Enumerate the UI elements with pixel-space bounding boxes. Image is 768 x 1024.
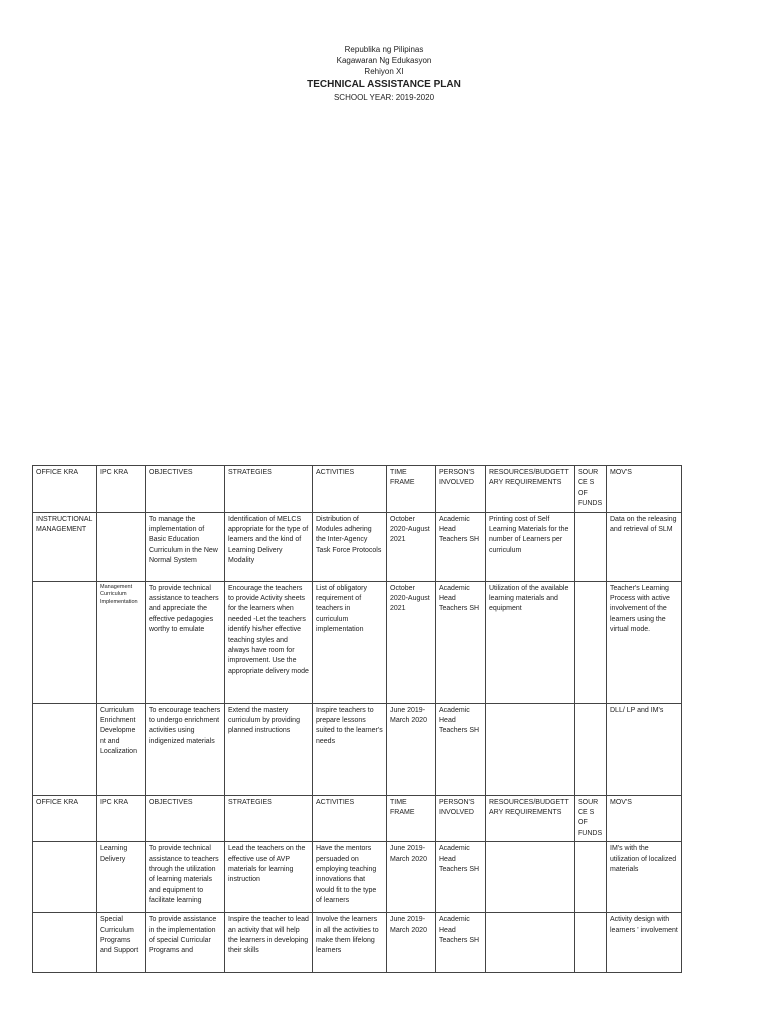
office-kra-cell [33,842,97,913]
time-frame-cell: June 2019-March 2020 [387,842,436,913]
time-frame-cell: October 2020-August 2021 [387,512,436,581]
table-row [33,842,682,913]
column-header: MOV'S [607,795,682,842]
objectives-cell: To encourage teachers to undergo enrichment activities using indigenized materials [146,703,225,795]
strategies-cell: Identification of MELCS appropriate for the type of learners and the kind of Learning Delivery Modality [225,512,313,581]
resources-cell [486,703,575,795]
persons-cell: Academic Head Teachers SH [436,913,486,973]
column-header: SOURCE S OF FUNDS [575,795,607,842]
time-frame-cell: June 2019-March 2020 [387,703,436,795]
movs-cell: Data on the releasing and retrieval of SLM [607,512,682,581]
office-kra-cell [33,581,97,703]
column-header: ACTIVITIES [313,795,387,842]
sources-cell [575,581,607,703]
column-header: RESOURCES/BUDGETT ARY REQUIREMENTS [486,466,575,513]
column-header: OBJECTIVES [146,795,225,842]
objectives-cell: To provide technical assistance to teachers and appreciate the effective pedagogies worthy to emulate [146,581,225,703]
column-header: MOV'S [607,466,682,513]
technical-assistance-table [32,465,682,973]
column-header: OBJECTIVES [146,466,225,513]
ipc-kra-cell: Learning Delivery [97,842,146,913]
resources-cell [486,913,575,973]
movs-cell: Teacher's Learning Process with active involvement of the learners using the virtual mode. [607,581,682,703]
table-row [33,703,682,795]
time-frame-cell: October 2020-August 2021 [387,581,436,703]
ipc-kra-cell [97,512,146,581]
resources-cell [486,842,575,913]
resources-cell: Utilization of the available learning materials and equipment [486,581,575,703]
table-row [33,913,682,973]
objectives-cell: To manage the implementation of Basic Education Curriculum in the New Normal System [146,512,225,581]
column-header: TIME FRAME [387,466,436,513]
column-header: ACTIVITIES [313,466,387,513]
column-header: SOURCE S OF FUNDS [575,466,607,513]
strategies-cell: Encourage the teachers to provide Activity sheets for the learners when needed -Let the teachers identify his/her effective teaching styles and always have room for improvement. Use the appropriate delivery mode [225,581,313,703]
movs-cell: DLL/ LP and IM's [607,703,682,795]
column-header: TIME FRAME [387,795,436,842]
resources-cell: Printing cost of Self Learning Materials for the number of Learners per curriculum [486,512,575,581]
school-year: SCHOOL YEAR: 2019-2020 [333,93,435,102]
time-frame-cell: June 2019-March 2020 [387,913,436,973]
movs-cell: Activity design with learners ' involvement [607,913,682,973]
objectives-cell: To provide assistance in the implementation of special Curricular Programs and [146,913,225,973]
office-kra-cell: INSTRUCTIONAL MANAGEMENT [33,512,97,581]
table-row [33,512,682,581]
column-header: RESOURCES/BUDGETT ARY REQUIREMENTS [486,795,575,842]
activities-cell: Have the mentors persuaded on employing teaching innovations that would fit to the type of learners [313,842,387,913]
persons-cell: Academic Head Teachers SH [436,703,486,795]
activities-cell: Distribution of Modules adhering the Inter-Agency Task Force Protocols [313,512,387,581]
ipc-kra-cell: Management Curriculum Implementation [97,581,146,703]
activities-cell: List of obligatory requirement of teachers in curriculum implementation [313,581,387,703]
document-header [0,44,768,103]
office-kra-cell [33,913,97,973]
column-header: OFFICE KRA [33,466,97,513]
sources-cell [575,512,607,581]
plan-table-container [32,465,682,955]
activities-cell: Inspire teachers to prepare lessons suited to the learner's needs [313,703,387,795]
header-region: Rehiyon XI [364,67,404,76]
column-header: STRATEGIES [225,466,313,513]
header-row [33,795,682,842]
column-header: PERSON'S INVOLVED [436,466,486,513]
strategies-cell: Lead the teachers on the effective use of AVP materials for learning instruction [225,842,313,913]
column-header: STRATEGIES [225,795,313,842]
ipc-kra-cell: Special Curriculum Programs and Support [97,913,146,973]
column-header: PERSON'S INVOLVED [436,795,486,842]
activities-cell: Involve the learners in all the activities to make them lifelong learners [313,913,387,973]
header-country: Republika ng Pilipinas [344,45,424,54]
sources-cell [575,842,607,913]
strategies-cell: Extend the mastery curriculum by providing planned instructions [225,703,313,795]
document-title: TECHNICAL ASSISTANCE PLAN [307,79,461,90]
column-header: OFFICE KRA [33,795,97,842]
objectives-cell: To provide technical assistance to teachers through the utilization of learning materials and equipment to facilitate learning [146,842,225,913]
office-kra-cell [33,703,97,795]
column-header: IPC KRA [97,795,146,842]
sources-cell [575,703,607,795]
table-row [33,581,682,703]
persons-cell: Academic Head Teachers SH [436,512,486,581]
header-department: Kagawaran Ng Edukasyon [336,56,432,65]
strategies-cell: Inspire the teacher to lead an activity that will help the learners in developing their skills [225,913,313,973]
persons-cell: Academic Head Teachers SH [436,842,486,913]
column-header: IPC KRA [97,466,146,513]
header-row [33,466,682,513]
movs-cell: IM's with the utilization of localized materials [607,842,682,913]
ipc-kra-cell: Curriculum Enrichment Developme nt and Localization [97,703,146,795]
persons-cell: Academic Head Teachers SH [436,581,486,703]
sources-cell [575,913,607,973]
